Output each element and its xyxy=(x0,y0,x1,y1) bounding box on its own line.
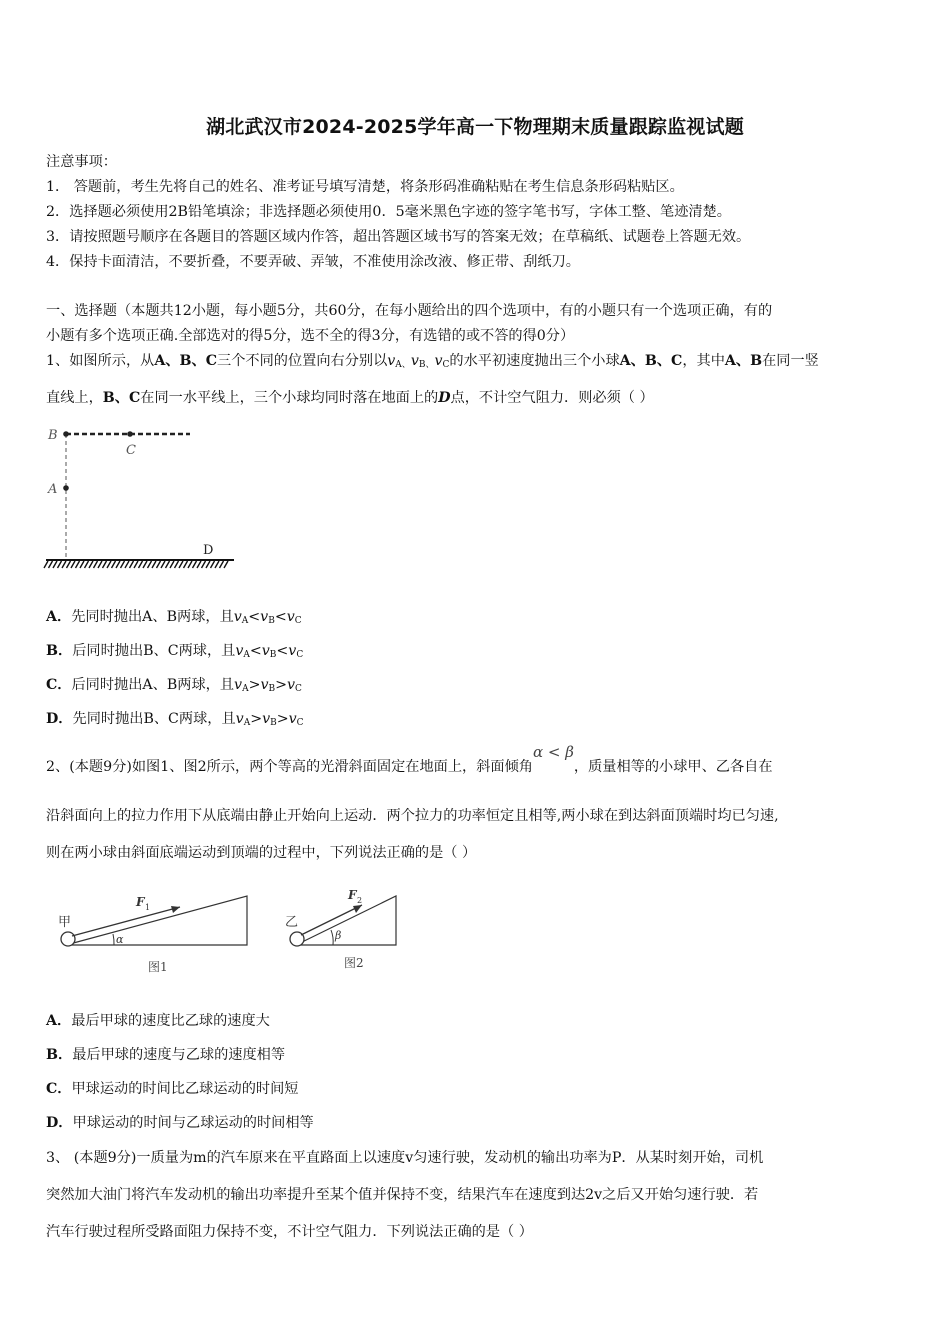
q2-option-a[interactable]: A．最后甲球的速度比乙球的速度大 xyxy=(46,1013,270,1029)
hatch-mark xyxy=(49,561,53,568)
label-a: A xyxy=(48,482,58,497)
notice-heading: 注意事项： xyxy=(46,154,117,170)
ball-jia xyxy=(61,932,75,946)
point-a xyxy=(63,485,69,491)
caption-fig2: 图2 xyxy=(344,956,364,970)
q2-option-d[interactable]: D．甲球运动的时间与乙球运动的时间相等 xyxy=(46,1115,314,1131)
hatch-mark xyxy=(98,561,102,568)
caption-fig1: 图1 xyxy=(148,960,168,974)
label-beta: β xyxy=(335,929,342,942)
label-f1: F xyxy=(136,895,145,909)
hatch-mark xyxy=(175,561,179,568)
page-title: 湖北武汉市2024-2025学年高一下物理期末质量跟踪监视试题 xyxy=(206,116,744,138)
hatch-mark xyxy=(44,561,48,568)
label-jia: 甲 xyxy=(58,915,72,930)
point-c xyxy=(127,431,133,437)
hatch-mark xyxy=(125,561,129,568)
hatch-mark xyxy=(139,561,143,568)
hatch-mark xyxy=(161,561,165,568)
hatch-mark xyxy=(179,561,183,568)
hatch-mark xyxy=(188,561,192,568)
label-f2: F xyxy=(348,888,357,902)
arrowhead-2 xyxy=(353,905,362,913)
label-yi: 乙 xyxy=(285,915,299,930)
q2-figure xyxy=(50,884,410,979)
hatch-mark xyxy=(58,561,62,568)
notice-item: 4．保持卡面清洁，不要折叠，不要弄破、弄皱，不准使用涂改液、修正带、刮纸刀。 xyxy=(46,254,580,270)
hatch-mark xyxy=(103,561,107,568)
hatch-mark xyxy=(71,561,75,568)
hatch-mark xyxy=(62,561,66,568)
hatch-mark xyxy=(193,561,197,568)
hatch-mark xyxy=(80,561,84,568)
q3-stem-line1: 3、 (本题9分)一质量为m的汽车原来在平直路面上以速度v匀速行驶，发动机的输出功率为P．从某时刻开始，司机 xyxy=(46,1150,764,1166)
hatch-mark xyxy=(202,561,206,568)
hatch-mark xyxy=(134,561,138,568)
hatch-mark xyxy=(211,561,215,568)
label-f1-sub: 1 xyxy=(145,903,151,912)
hatch-mark xyxy=(94,561,98,568)
arrowhead-1 xyxy=(171,906,180,913)
hatch-mark xyxy=(116,561,120,568)
label-d: D xyxy=(203,543,214,558)
hatch-mark xyxy=(224,561,228,568)
q1-option-d[interactable]: D．先同时抛出B、C两球，且$v_A>v_B>v_C$ xyxy=(46,711,304,728)
incline-2 xyxy=(296,896,396,945)
hatch-mark xyxy=(215,561,219,568)
q1-option-a[interactable]: A．先同时抛出A、B两球，且$v_A<v_B<v_C$ xyxy=(46,609,302,626)
alpha-beta-formula: α < β xyxy=(533,743,574,761)
hatch-mark xyxy=(197,561,201,568)
section-heading-cont: 小题有多个选项正确.全部选对的得5分，选不全的得3分，有选错的或不答的得0分） xyxy=(46,328,575,344)
hatch-mark xyxy=(85,561,89,568)
q1-figure xyxy=(40,420,250,575)
q1-option-c[interactable]: C．后同时抛出A、B两球，且$v_A>v_B>v_C$ xyxy=(46,677,302,694)
hatch-mark xyxy=(170,561,174,568)
hatch-mark xyxy=(112,561,116,568)
angle-arc-1 xyxy=(113,934,114,945)
q3-stem-line3: 汽车行驶过程所受路面阻力保持不变，不计空气阻力．下列说法正确的是（ ） xyxy=(46,1224,533,1240)
q1-option-b[interactable]: B．后同时抛出B、C两球，且$v_A<v_B<v_C$ xyxy=(46,643,304,660)
q2-option-b[interactable]: B．最后甲球的速度与乙球的速度相等 xyxy=(46,1047,286,1063)
q2-stem-line3: 则在两小球由斜面底端运动到顶端的过程中，下列说法正确的是（ ） xyxy=(46,845,477,861)
hatch-mark xyxy=(107,561,111,568)
q3-stem-line2: 突然加大油门将汽车发动机的输出功率提升至某个值并保持不变，结果汽车在速度到达2v之后又开始匀速行驶．若 xyxy=(46,1187,759,1203)
hatch-mark xyxy=(76,561,80,568)
ground-hatching xyxy=(44,561,228,568)
label-c: C xyxy=(126,443,136,458)
hatch-mark xyxy=(53,561,57,568)
label-b: B xyxy=(48,428,58,443)
hatch-mark xyxy=(220,561,224,568)
q1-stem-line1: 1、如图所示，从A、B、C三个不同的位置向右分别以$v_{A、}v_{B、}v_C$的水平初速度抛出三个小球A、B、C，其中A、B在同一竖 xyxy=(46,353,819,370)
hatch-mark xyxy=(89,561,93,568)
hatch-mark xyxy=(206,561,210,568)
notice-item: 3．请按照题号顺序在各题目的答题区域内作答，超出答题区域书写的答案无效；在草稿纸、试题卷上答题无效。 xyxy=(46,229,751,245)
angle-arc-2 xyxy=(331,930,333,945)
hatch-mark xyxy=(67,561,71,568)
label-f2-sub: 2 xyxy=(357,896,363,905)
q1-stem-line2: 直线上，B、C在同一水平线上，三个小球均同时落在地面上的D点，不计空气阻力．则必须（ ） xyxy=(46,390,654,406)
point-b xyxy=(63,431,69,437)
q2-stem-line2: 沿斜面向上的拉力作用下从底端由静止开始向上运动．两个拉力的功率恒定且相等,两小球在到达斜面顶端时均已匀速, xyxy=(46,808,779,824)
hatch-mark xyxy=(152,561,156,568)
q2-stem-line1: 2、(本题9分)如图1、图2所示，两个等高的光滑斜面固定在地面上，斜面倾角α < β，质量相等的小球甲、乙各自在 xyxy=(46,743,773,775)
hatch-mark xyxy=(121,561,125,568)
hatch-mark xyxy=(166,561,170,568)
hatch-mark xyxy=(148,561,152,568)
hatch-mark xyxy=(157,561,161,568)
hatch-mark xyxy=(130,561,134,568)
q2-option-c[interactable]: C．甲球运动的时间比乙球运动的时间短 xyxy=(46,1081,299,1097)
notice-item: 2．选择题必须使用2B铅笔填涂；非选择题必须使用0．5毫米黑色字迹的签字笔书写，字体工整、笔迹清楚。 xyxy=(46,204,731,220)
hatch-mark xyxy=(184,561,188,568)
incline-1 xyxy=(66,896,247,945)
section-heading: 一、选择题（本题共12小题，每小题5分，共60分，在每小题给出的四个选项中，有的小题只有一个选项正确，有的 xyxy=(46,303,773,319)
label-alpha: α xyxy=(116,933,124,946)
notice-item: 1． 答题前，考生先将自己的姓名、准考证号填写清楚，将条形码准确粘贴在考生信息条形码粘贴区。 xyxy=(46,179,684,195)
hatch-mark xyxy=(143,561,147,568)
force-arrow-1 xyxy=(72,907,180,936)
